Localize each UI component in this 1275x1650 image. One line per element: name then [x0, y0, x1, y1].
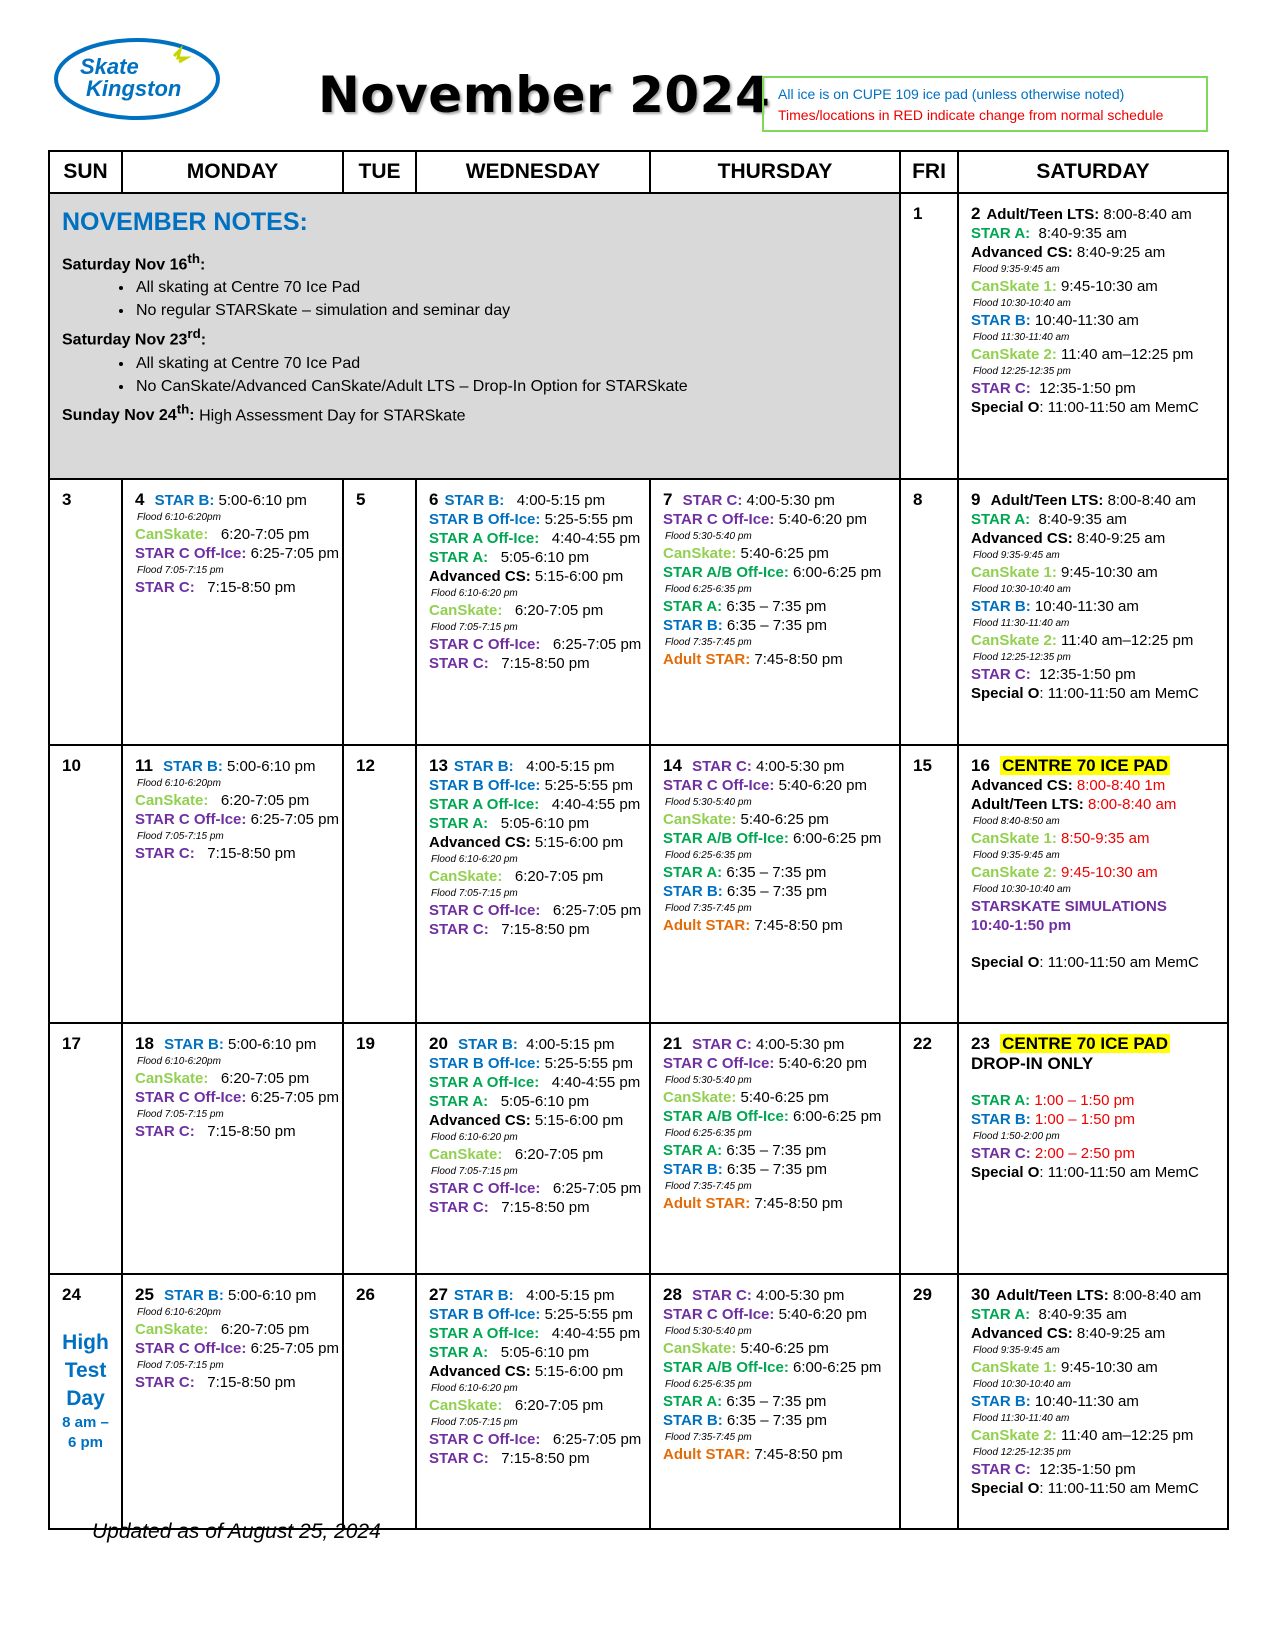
logo-line2: Kingston [86, 76, 182, 101]
date-number: 10 [62, 756, 81, 775]
flood-time: Flood 12:25-12:35 pm [973, 1447, 1071, 1458]
session-line: STAR A: 5:05-6:10 pm [429, 815, 590, 832]
session-line: STAR C: 7:15-8:50 pm [135, 1374, 296, 1391]
day-cell-sat-16 [958, 745, 1228, 1023]
session-line: Adult STAR: 7:45-8:50 pm [663, 1446, 843, 1463]
day-cell-mon-25 [122, 1274, 343, 1529]
location-highlight: CENTRE 70 ICE PAD [1002, 756, 1169, 775]
date-number: 1 [913, 204, 923, 223]
session-line: STAR B: 6:35 – 7:35 pm [663, 1161, 827, 1178]
session-line: STAR C Off-Ice: 6:25-7:05 pm [135, 811, 339, 828]
week-row-4 [49, 1023, 1228, 1274]
date-number: 6 [429, 490, 439, 509]
session-line: STAR A: 8:40-9:35 am [971, 1306, 1127, 1323]
session-line: STAR C Off-Ice: 5:40-6:20 pm [663, 1055, 867, 1072]
notice-line-2: Times/locations in RED indicate change from normal schedule [778, 107, 1164, 123]
session-line: CanSkate: 6:20-7:05 pm [429, 868, 604, 885]
session-line: 7 STAR C: 4:00-5:30 pm [663, 490, 835, 509]
day-cell-thu-28 [650, 1274, 900, 1529]
session-line: STAR B Off-Ice: 5:25-5:55 pm [429, 1306, 633, 1323]
session-line: Special O: 11:00-11:50 am MemC [971, 685, 1199, 702]
session-line: 27 STAR B: 4:00-5:15 pm [429, 1285, 615, 1304]
session-line: STAR A: 5:05-6:10 pm [429, 1093, 590, 1110]
session-line: Advanced CS: 5:15-6:00 pm [429, 1112, 624, 1129]
session-line: STAR C Off-Ice: 6:25-7:05 pm [135, 1340, 339, 1357]
session-line: STAR A: 6:35 – 7:35 pm [663, 1142, 827, 1159]
note-nov23-list [62, 352, 887, 398]
flood-time: Flood 7:35-7:45 pm [665, 1432, 752, 1443]
flood-time: Flood 7:05-7:15 pm [431, 888, 518, 899]
date-number: 19 [356, 1034, 375, 1053]
flood-time: Flood 10:30-10:40 am [973, 584, 1071, 595]
flood-time: Flood 12:25-12:35 pm [973, 652, 1071, 663]
flood-time: Flood 6:10-6:20 pm [431, 588, 518, 599]
day-cell-tue-5 [343, 479, 416, 745]
day-cell-sun-3 [49, 479, 122, 745]
day-cell-fri-15 [900, 745, 958, 1023]
list-item: • No regular STARSkate – simulation and seminar day [134, 299, 887, 322]
flood-time: Flood 6:25-6:35 pm [665, 1128, 752, 1139]
header-tue: TUE [343, 151, 416, 193]
flood-time: Flood 6:10-6:20 pm [431, 1383, 518, 1394]
session-line: STAR C: 7:15-8:50 pm [429, 655, 590, 672]
header-fri: FRI [900, 151, 958, 193]
flood-time: Flood 10:30-10:40 am [973, 884, 1071, 895]
session-line: STAR B Off-Ice: 5:25-5:55 pm [429, 1055, 633, 1072]
session-line: Advanced CS: 8:00-8:40 1m [971, 777, 1166, 794]
date-number: 13 [429, 756, 448, 775]
session-line: STAR B Off-Ice: 5:25-5:55 pm [429, 511, 633, 528]
week-row-3 [49, 745, 1228, 1023]
day-cell-thu-14 [650, 745, 900, 1023]
date-number: 26 [356, 1285, 375, 1304]
date-number: 9 [971, 490, 981, 509]
date-number: 23 [971, 1034, 990, 1053]
list-item: • All skating at Centre 70 Ice Pad [134, 276, 887, 299]
session-line: Adult STAR: 7:45-8:50 pm [663, 651, 843, 668]
flood-time: Flood 5:30-5:40 pm [665, 1075, 752, 1086]
header-mon: MONDAY [122, 151, 343, 193]
session-line: STAR C Off-Ice: 5:40-6:20 pm [663, 1306, 867, 1323]
session-line: Advanced CS: 8:40-9:25 am [971, 244, 1166, 261]
flood-time: Flood 8:40-8:50 am [973, 816, 1060, 827]
day-cell-sat-23 [958, 1023, 1228, 1274]
flood-time: Flood 1:50-2:00 pm [973, 1131, 1060, 1142]
flood-time: Flood 7:05-7:15 pm [431, 622, 518, 633]
session-line: 13 STAR B: 4:00-5:15 pm [429, 756, 615, 775]
page-title: November 2024 [318, 66, 771, 124]
list-item: • No CanSkate/Advanced CanSkate/Adult LTS – Drop-In Option for STARSkate [134, 375, 887, 398]
session-line: Advanced CS: 5:15-6:00 pm [429, 568, 624, 585]
day-cell-tue-26 [343, 1274, 416, 1529]
session-line: STAR B Off-Ice: 5:25-5:55 pm [429, 777, 633, 794]
day-cell-sun-24 [49, 1274, 122, 1529]
day-cell-sat-2 [958, 193, 1228, 479]
session-line: CanSkate 1: 9:45-10:30 am [971, 278, 1158, 295]
session-line: 18 STAR B: 5:00-6:10 pm [135, 1034, 317, 1053]
session-line: CanSkate: 6:20-7:05 pm [429, 602, 604, 619]
date-number: 28 [663, 1285, 682, 1304]
session-line: STAR A Off-Ice: 4:40-4:55 pm [429, 1074, 641, 1091]
session-line: Advanced CS: 8:40-9:25 am [971, 1325, 1166, 1342]
high-test-day: High Test Day 8 am – 6 pm [62, 1331, 109, 1451]
session-line: CanSkate 2: 9:45-10:30 am [971, 864, 1158, 881]
session-line: Special O: 11:00-11:50 am MemC [971, 954, 1199, 971]
session-line: CanSkate: 6:20-7:05 pm [135, 526, 310, 543]
flood-time: Flood 6:10-6:20pm [137, 1056, 221, 1067]
session-line: STAR C Off-Ice: 6:25-7:05 pm [135, 545, 339, 562]
session-line: STAR C Off-Ice: 5:40-6:20 pm [663, 777, 867, 794]
session-line: Special O: 11:00-11:50 am MemC [971, 1480, 1199, 1497]
session-line: STAR A/B Off-Ice: 6:00-6:25 pm [663, 1108, 882, 1125]
note-nov23-label: Saturday Nov 23rd: [62, 326, 207, 349]
session-line: 25 STAR B: 5:00-6:10 pm [135, 1285, 317, 1304]
note-nov16-list [62, 276, 887, 322]
header-thu: THURSDAY [650, 151, 900, 193]
day-cell-mon-18 [122, 1023, 343, 1274]
day-cell-fri-22 [900, 1023, 958, 1274]
date-number: 24 [62, 1285, 81, 1304]
day-cell-wed-27 [416, 1274, 650, 1529]
day-cell-wed-6 [416, 479, 650, 745]
session-line: CanSkate: 5:40-6:25 pm [663, 811, 829, 828]
ice-notice-box [762, 76, 1208, 132]
flood-time: Flood 7:05-7:15 pm [137, 831, 224, 842]
session-line: CanSkate: 6:20-7:05 pm [135, 1321, 310, 1338]
session-line: CanSkate 1: 8:50-9:35 am [971, 830, 1150, 847]
flood-time: Flood 7:35-7:45 pm [665, 1181, 752, 1192]
flood-time: Flood 6:25-6:35 pm [665, 584, 752, 595]
session-line: 11 STAR B: 5:00-6:10 pm [135, 756, 316, 775]
date-number: 15 [913, 756, 932, 775]
session-line: STAR C: 7:15-8:50 pm [135, 579, 296, 596]
day-cell-mon-11 [122, 745, 343, 1023]
session-line: STAR A/B Off-Ice: 6:00-6:25 pm [663, 830, 882, 847]
session-line: STARSKATE SIMULATIONS [971, 898, 1167, 915]
session-line: STAR A: 5:05-6:10 pm [429, 1344, 590, 1361]
date-number: 5 [356, 490, 366, 509]
day-cell-tue-12 [343, 745, 416, 1023]
date-number: 29 [913, 1285, 932, 1304]
date-number: 14 [663, 756, 682, 775]
day-cell-wed-20 [416, 1023, 650, 1274]
day-cell-thu-7 [650, 479, 900, 745]
session-line: STAR C: 7:15-8:50 pm [135, 845, 296, 862]
flood-time: Flood 7:05-7:15 pm [431, 1417, 518, 1428]
flood-time: Flood 6:10-6:20 pm [431, 854, 518, 865]
session-line: STAR C Off-Ice: 6:25-7:05 pm [135, 1089, 339, 1106]
flood-time: Flood 11:30-11:40 am [973, 332, 1070, 343]
flood-time: Flood 7:05-7:15 pm [137, 1109, 224, 1120]
location-highlight: CENTRE 70 ICE PAD [1002, 1034, 1169, 1053]
session-line: STAR C: 12:35-1:50 pm [971, 1461, 1136, 1478]
session-line: STAR C Off-Ice: 5:40-6:20 pm [663, 511, 867, 528]
flood-time: Flood 10:30-10:40 am [973, 1379, 1071, 1390]
day-cell-sat-30 [958, 1274, 1228, 1529]
date-number: 16 [971, 756, 990, 775]
flood-time: Flood 6:25-6:35 pm [665, 1379, 752, 1390]
session-line: 28 STAR C: 4:00-5:30 pm [663, 1285, 845, 1304]
day-cell-sat-9 [958, 479, 1228, 745]
date-number: 11 [135, 756, 153, 775]
flood-time: Flood 7:35-7:45 pm [665, 903, 752, 914]
note-nov16-label: Saturday Nov 16th: [62, 251, 206, 274]
note-nov24: Sunday Nov 24th: High Assessment Day for STARSkate [62, 401, 466, 424]
flood-time: Flood 7:05-7:15 pm [431, 1166, 518, 1177]
session-line [971, 756, 1215, 776]
weekday-header-row [49, 151, 1228, 193]
flood-time: Flood 6:25-6:35 pm [665, 850, 752, 861]
session-line: STAR A/B Off-Ice: 6:00-6:25 pm [663, 564, 882, 581]
day-cell-thu-21 [650, 1023, 900, 1274]
session-line: CanSkate: 5:40-6:25 pm [663, 1340, 829, 1357]
session-line: STAR C: 12:35-1:50 pm [971, 380, 1136, 397]
session-line: STAR A: 6:35 – 7:35 pm [663, 598, 827, 615]
session-line: Adult/Teen LTS: 8:00-8:40 am [971, 796, 1177, 813]
date-number: 7 [663, 490, 673, 509]
flood-time: Flood 6:10-6:20 pm [431, 1132, 518, 1143]
session-line: CanSkate 2: 11:40 am–12:25 pm [971, 1427, 1194, 1444]
session-line: Advanced CS: 5:15-6:00 pm [429, 1363, 624, 1380]
session-line: STAR B: 10:40-11:30 am [971, 312, 1139, 329]
session-line: Special O: 11:00-11:50 am MemC [971, 1164, 1199, 1181]
session-line: STAR C: 12:35-1:50 pm [971, 666, 1136, 683]
session-line: STAR B: 6:35 – 7:35 pm [663, 1412, 827, 1429]
flood-time: Flood 9:35-9:45 am [973, 550, 1060, 561]
session-line: Special O: 11:00-11:50 am MemC [971, 399, 1199, 416]
date-number: 22 [913, 1034, 932, 1053]
week-row-1 [49, 193, 1228, 479]
session-line: STAR C: 7:15-8:50 pm [429, 921, 590, 938]
session-line: Advanced CS: 8:40-9:25 am [971, 530, 1166, 547]
session-line: CanSkate: 6:20-7:05 pm [135, 1070, 310, 1087]
session-line: STAR A/B Off-Ice: 6:00-6:25 pm [663, 1359, 882, 1376]
day-cell-sun-17 [49, 1023, 122, 1274]
flood-time: Flood 10:30-10:40 am [973, 298, 1071, 309]
flood-time: Flood 5:30-5:40 pm [665, 1326, 752, 1337]
flood-time: Flood 9:35-9:45 am [973, 850, 1060, 861]
day-cell-fri-1 [900, 193, 958, 479]
session-line: STAR A Off-Ice: 4:40-4:55 pm [429, 530, 641, 547]
session-line: Adult STAR: 7:45-8:50 pm [663, 1195, 843, 1212]
session-line: 20 STAR B: 4:00-5:15 pm [429, 1034, 615, 1053]
week-row-5 [49, 1274, 1228, 1529]
date-number: 20 [429, 1034, 448, 1053]
session-line: STAR B: 10:40-11:30 am [971, 598, 1139, 615]
session-line: STAR A: 8:40-9:35 am [971, 511, 1127, 528]
session-line: 30 Adult/Teen LTS: 8:00-8:40 am [971, 1285, 1202, 1304]
flood-time: Flood 7:05-7:15 pm [137, 1360, 224, 1371]
day-cell-fri-8 [900, 479, 958, 745]
header-wed: WEDNESDAY [416, 151, 650, 193]
skate-kingston-logo [52, 36, 222, 122]
session-line: STAR A: 6:35 – 7:35 pm [663, 864, 827, 881]
logo-line1: Skate [80, 54, 139, 79]
session-line: STAR B: 6:35 – 7:35 pm [663, 617, 827, 634]
session-line: STAR B: 10:40-11:30 am [971, 1393, 1139, 1410]
session-line: STAR C Off-Ice: 6:25-7:05 pm [429, 636, 642, 653]
notice-line-1: All ice is on CUPE 109 ice pad (unless otherwise noted) [778, 86, 1125, 102]
session-line: CanSkate 2: 11:40 am–12:25 pm [971, 632, 1194, 649]
date-number: 18 [135, 1034, 154, 1053]
header-sat: SATURDAY [958, 151, 1228, 193]
session-line: STAR B: 1:00 – 1:50 pm [971, 1111, 1135, 1128]
session-line: CanSkate: 5:40-6:25 pm [663, 1089, 829, 1106]
date-number: 30 [971, 1285, 990, 1304]
date-number: 12 [356, 756, 375, 775]
header-sun: SUN [49, 151, 122, 193]
session-line: STAR A: 6:35 – 7:35 pm [663, 1393, 827, 1410]
session-line: STAR C Off-Ice: 6:25-7:05 pm [429, 1180, 642, 1197]
session-line: CanSkate: 6:20-7:05 pm [135, 792, 310, 809]
calendar-table [48, 150, 1229, 1530]
session-line: DROP-IN ONLY [971, 1054, 1094, 1073]
date-number: 2 [971, 204, 981, 223]
flood-time: Flood 12:25-12:35 pm [973, 366, 1071, 377]
session-line [971, 1034, 1215, 1054]
session-line: CanSkate: 6:20-7:05 pm [429, 1146, 604, 1163]
day-cell-wed-13 [416, 745, 650, 1023]
session-line: 9 Adult/Teen LTS: 8:00-8:40 am [971, 490, 1196, 509]
session-line: STAR A: 1:00 – 1:50 pm [971, 1092, 1135, 1109]
list-item: • All skating at Centre 70 Ice Pad [134, 352, 887, 375]
flood-time: Flood 9:35-9:45 am [973, 264, 1060, 275]
session-line: STAR C: 7:15-8:50 pm [429, 1199, 590, 1216]
session-line: STAR C: 7:15-8:50 pm [135, 1123, 296, 1140]
session-line: CanSkate: 6:20-7:05 pm [429, 1397, 604, 1414]
date-number: 21 [663, 1034, 682, 1053]
session-line: 21 STAR C: 4:00-5:30 pm [663, 1034, 845, 1053]
november-notes [49, 193, 900, 479]
session-line: 6 STAR B: 4:00-5:15 pm [429, 490, 606, 509]
session-line: 4 STAR B: 5:00-6:10 pm [135, 490, 307, 509]
flood-time: Flood 5:30-5:40 pm [665, 531, 752, 542]
session-line: STAR C: 2:00 – 2:50 pm [971, 1145, 1135, 1162]
session-line: CanSkate 1: 9:45-10:30 am [971, 1359, 1158, 1376]
day-cell-mon-4 [122, 479, 343, 745]
flood-time: Flood 9:35-9:45 am [973, 1345, 1060, 1356]
date-number: 25 [135, 1285, 154, 1304]
flood-time: Flood 5:30-5:40 pm [665, 797, 752, 808]
session-line: STAR C Off-Ice: 6:25-7:05 pm [429, 902, 642, 919]
session-line: Advanced CS: 5:15-6:00 pm [429, 834, 624, 851]
session-line: CanSkate: 5:40-6:25 pm [663, 545, 829, 562]
flood-time: Flood 11:30-11:40 am [973, 618, 1070, 629]
date-number: 17 [62, 1034, 81, 1053]
date-number: 3 [62, 490, 72, 509]
session-line: CanSkate 1: 9:45-10:30 am [971, 564, 1158, 581]
day-cell-fri-29 [900, 1274, 958, 1529]
session-line: STAR A Off-Ice: 4:40-4:55 pm [429, 1325, 641, 1342]
flood-time: Flood 11:30-11:40 am [973, 1413, 1070, 1424]
flood-time: Flood 6:10-6:20pm [137, 778, 221, 789]
session-line: STAR A Off-Ice: 4:40-4:55 pm [429, 796, 641, 813]
session-line: STAR C: 7:15-8:50 pm [429, 1450, 590, 1467]
week-row-2 [49, 479, 1228, 745]
session-line: STAR A: 5:05-6:10 pm [429, 549, 590, 566]
day-cell-tue-19 [343, 1023, 416, 1274]
session-line: STAR B: 6:35 – 7:35 pm [663, 883, 827, 900]
session-line: Adult STAR: 7:45-8:50 pm [663, 917, 843, 934]
day-cell-sun-10 [49, 745, 122, 1023]
session-line: 10:40-1:50 pm [971, 917, 1072, 934]
session-line: CanSkate 2: 11:40 am–12:25 pm [971, 346, 1194, 363]
flood-time: Flood 6:10-6:20pm [137, 512, 221, 523]
notes-heading: NOVEMBER NOTES: [62, 208, 308, 236]
flood-time: Flood 7:05-7:15 pm [137, 565, 224, 576]
updated-footer: Updated as of August 25, 2024 [92, 1520, 381, 1543]
session-line: 14 STAR C: 4:00-5:30 pm [663, 756, 845, 775]
date-number: 4 [135, 490, 145, 509]
session-line: STAR A: 8:40-9:35 am [971, 225, 1127, 242]
flood-time: Flood 6:10-6:20pm [137, 1307, 221, 1318]
date-number: 8 [913, 490, 923, 509]
session-line: STAR C Off-Ice: 6:25-7:05 pm [429, 1431, 642, 1448]
session-line: 2 Adult/Teen LTS: 8:00-8:40 am [971, 204, 1192, 223]
flood-time: Flood 7:35-7:45 pm [665, 637, 752, 648]
date-number: 27 [429, 1285, 448, 1304]
